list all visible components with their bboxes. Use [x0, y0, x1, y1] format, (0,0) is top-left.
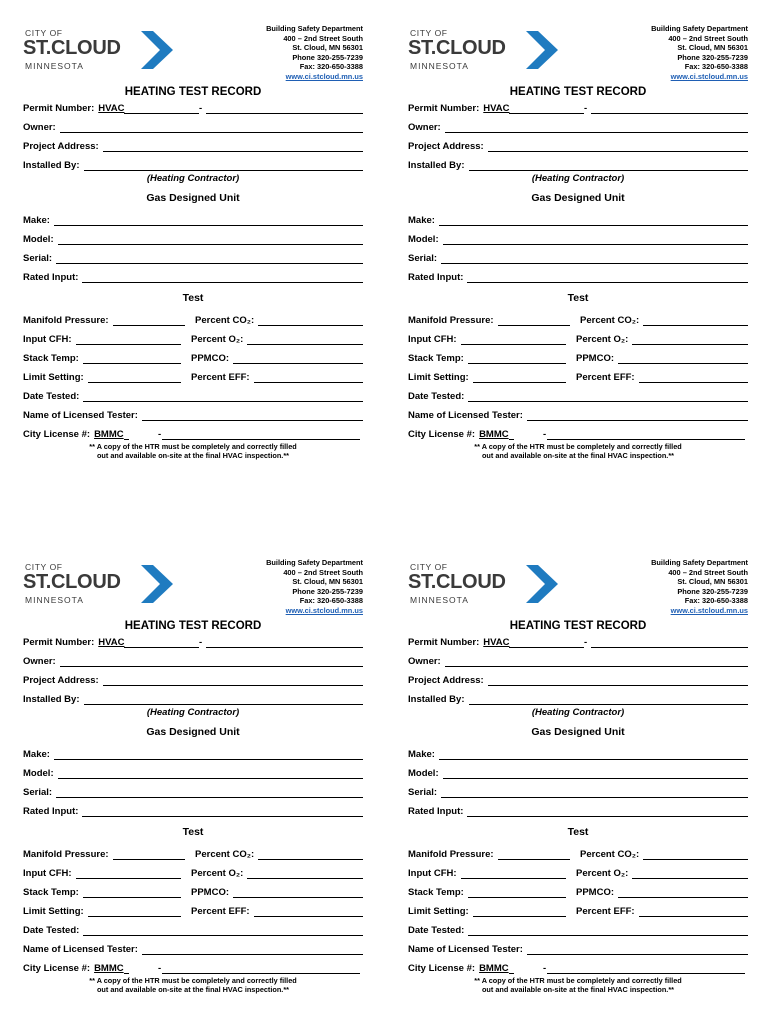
city-logo: CITY OF ST.CLOUD MINNESOTA: [408, 560, 558, 608]
limit-setting-field[interactable]: Limit Setting:: [408, 906, 566, 917]
ppmco-field[interactable]: PPMCO:: [191, 353, 363, 364]
test-heading: Test: [567, 826, 589, 838]
model-field[interactable]: Model:: [408, 768, 748, 779]
owner-field[interactable]: Owner:: [23, 122, 363, 133]
limit-setting-field[interactable]: Limit Setting:: [408, 372, 566, 383]
make-field[interactable]: Make:: [408, 215, 748, 226]
heating-test-record-card: [408, 24, 748, 494]
manifold-pressure-field[interactable]: Manifold Pressure:: [408, 849, 570, 860]
percent-o2-field[interactable]: Percent O₂:: [576, 868, 748, 879]
gas-unit-heading: Gas Designed Unit: [531, 192, 625, 204]
form-title: HEATING TEST RECORD: [124, 620, 262, 632]
make-field[interactable]: Make:: [23, 215, 363, 226]
date-tested-field[interactable]: Date Tested:: [23, 925, 363, 936]
city-license-suffix-field[interactable]: -: [543, 963, 745, 974]
department-address: Building Safety Department 400 – 2nd Street South St. Cloud, MN 56301 Phone 320-255-7239 Fax: 320-650-3388 www.ci.stcloud.mn.us: [651, 24, 748, 81]
limit-setting-field[interactable]: Limit Setting:: [23, 906, 181, 917]
licensed-tester-field[interactable]: Name of Licensed Tester:: [408, 410, 748, 421]
licensed-tester-field[interactable]: Name of Licensed Tester:: [23, 944, 363, 955]
heating-test-record-card: [23, 24, 363, 494]
input-cfh-field[interactable]: Input CFH:: [408, 868, 566, 879]
model-field[interactable]: Model:: [408, 234, 748, 245]
website-link[interactable]: www.ci.stcloud.mn.us: [670, 605, 748, 615]
manifold-pressure-field[interactable]: Manifold Pressure:: [408, 315, 570, 326]
input-cfh-field[interactable]: Input CFH:: [23, 334, 181, 345]
percent-co2-field[interactable]: Percent CO₂:: [580, 315, 748, 326]
city-license-field[interactable]: City License #: BMMC: [23, 963, 129, 974]
city-logo: CITY OF ST.CLOUD MINNESOTA: [23, 26, 173, 74]
project-address-field[interactable]: Project Address:: [23, 675, 363, 686]
city-license-field[interactable]: City License #: BMMC: [408, 429, 514, 440]
stack-temp-field[interactable]: Stack Temp:: [23, 353, 181, 364]
permit-number-field[interactable]: Permit Number: HVAC: [23, 637, 199, 648]
project-address-field[interactable]: Project Address:: [408, 141, 748, 152]
date-tested-field[interactable]: Date Tested:: [408, 925, 748, 936]
input-cfh-field[interactable]: Input CFH:: [23, 868, 181, 879]
permit-suffix-field[interactable]: -: [584, 637, 748, 648]
ppmco-field[interactable]: PPMCO:: [576, 353, 748, 364]
permit-number-field[interactable]: Permit Number: HVAC: [408, 637, 584, 648]
manifold-pressure-field[interactable]: Manifold Pressure:: [23, 849, 185, 860]
heating-test-record-card: [23, 558, 363, 1028]
test-heading: Test: [182, 826, 204, 838]
serial-field[interactable]: Serial:: [23, 787, 363, 798]
project-address-field[interactable]: Project Address:: [23, 141, 363, 152]
city-license-field[interactable]: City License #: BMMC: [23, 429, 129, 440]
contractor-note: (Heating Contractor): [146, 707, 240, 718]
gas-unit-heading: Gas Designed Unit: [531, 726, 625, 738]
department-address: Building Safety Department 400 – 2nd Street South St. Cloud, MN 56301 Phone 320-255-7239 Fax: 320-650-3388 www.ci.stcloud.mn.us: [651, 558, 748, 615]
website-link[interactable]: www.ci.stcloud.mn.us: [285, 71, 363, 81]
htr-requirement-note: ** A copy of the HTR must be completely and correctly filled out and available on-site at the final HVAC inspection.**: [89, 442, 297, 460]
owner-field[interactable]: Owner:: [408, 656, 748, 667]
installed-by-field[interactable]: Installed By:: [23, 694, 363, 705]
percent-o2-field[interactable]: Percent O₂:: [191, 334, 363, 345]
test-heading: Test: [182, 292, 204, 304]
percent-co2-field[interactable]: Percent CO₂:: [580, 849, 748, 860]
make-field[interactable]: Make:: [408, 749, 748, 760]
owner-field[interactable]: Owner:: [23, 656, 363, 667]
city-license-suffix-field[interactable]: -: [158, 429, 360, 440]
model-field[interactable]: Model:: [23, 768, 363, 779]
serial-field[interactable]: Serial:: [408, 253, 748, 264]
percent-co2-field[interactable]: Percent CO₂:: [195, 849, 363, 860]
percent-o2-field[interactable]: Percent O₂:: [191, 868, 363, 879]
rated-input-field[interactable]: Rated Input:: [23, 272, 363, 283]
contractor-note: (Heating Contractor): [531, 173, 625, 184]
date-tested-field[interactable]: Date Tested:: [23, 391, 363, 402]
gas-unit-heading: Gas Designed Unit: [146, 726, 240, 738]
city-logo: CITY OF ST.CLOUD MINNESOTA: [23, 560, 173, 608]
manifold-pressure-field[interactable]: Manifold Pressure:: [23, 315, 185, 326]
department-address: Building Safety Department 400 – 2nd Street South St. Cloud, MN 56301 Phone 320-255-7239 Fax: 320-650-3388 www.ci.stcloud.mn.us: [266, 558, 363, 615]
website-link[interactable]: www.ci.stcloud.mn.us: [670, 71, 748, 81]
rated-input-field[interactable]: Rated Input:: [23, 806, 363, 817]
htr-requirement-note: ** A copy of the HTR must be completely and correctly filled out and available on-site at the final HVAC inspection.**: [474, 442, 682, 460]
date-tested-field[interactable]: Date Tested:: [408, 391, 748, 402]
test-heading: Test: [567, 292, 589, 304]
installed-by-field[interactable]: Installed By:: [408, 160, 748, 171]
contractor-note: (Heating Contractor): [531, 707, 625, 718]
stack-temp-field[interactable]: Stack Temp:: [23, 887, 181, 898]
permit-suffix-field[interactable]: -: [199, 103, 363, 114]
licensed-tester-field[interactable]: Name of Licensed Tester:: [23, 410, 363, 421]
permit-suffix-field[interactable]: -: [199, 637, 363, 648]
chevron-logo-icon: [141, 31, 173, 69]
installed-by-field[interactable]: Installed By:: [408, 694, 748, 705]
rated-input-field[interactable]: Rated Input:: [408, 806, 748, 817]
heating-test-record-card: [408, 558, 748, 1028]
percent-eff-field[interactable]: Percent EFF:: [576, 372, 748, 383]
website-link[interactable]: www.ci.stcloud.mn.us: [285, 605, 363, 615]
form-title: HEATING TEST RECORD: [509, 86, 647, 98]
owner-field[interactable]: Owner:: [408, 122, 748, 133]
rated-input-field[interactable]: Rated Input:: [408, 272, 748, 283]
htr-requirement-note: ** A copy of the HTR must be completely and correctly filled out and available on-site at the final HVAC inspection.**: [474, 976, 682, 994]
project-address-field[interactable]: Project Address:: [408, 675, 748, 686]
stack-temp-field[interactable]: Stack Temp:: [408, 887, 566, 898]
percent-o2-field[interactable]: Percent O₂:: [576, 334, 748, 345]
city-license-field[interactable]: City License #: BMMC: [408, 963, 514, 974]
percent-eff-field[interactable]: Percent EFF:: [191, 906, 363, 917]
chevron-logo-icon: [141, 565, 173, 603]
contractor-note: (Heating Contractor): [146, 173, 240, 184]
gas-unit-heading: Gas Designed Unit: [146, 192, 240, 204]
ppmco-field[interactable]: PPMCO:: [576, 887, 748, 898]
percent-co2-field[interactable]: Percent CO₂:: [195, 315, 363, 326]
department-address: Building Safety Department 400 – 2nd Street South St. Cloud, MN 56301 Phone 320-255-7239 Fax: 320-650-3388 www.ci.stcloud.mn.us: [266, 24, 363, 81]
chevron-logo-icon: [526, 31, 558, 69]
serial-field[interactable]: Serial:: [408, 787, 748, 798]
licensed-tester-field[interactable]: Name of Licensed Tester:: [408, 944, 748, 955]
permit-suffix-field[interactable]: -: [584, 103, 748, 114]
percent-eff-field[interactable]: Percent EFF:: [576, 906, 748, 917]
city-logo: CITY OF ST.CLOUD MINNESOTA: [408, 26, 558, 74]
make-field[interactable]: Make:: [23, 749, 363, 760]
percent-eff-field[interactable]: Percent EFF:: [191, 372, 363, 383]
serial-field[interactable]: Serial:: [23, 253, 363, 264]
input-cfh-field[interactable]: Input CFH:: [408, 334, 566, 345]
permit-number-field[interactable]: Permit Number: HVAC: [23, 103, 199, 114]
chevron-logo-icon: [526, 565, 558, 603]
installed-by-field[interactable]: Installed By:: [23, 160, 363, 171]
city-license-suffix-field[interactable]: -: [158, 963, 360, 974]
model-field[interactable]: Model:: [23, 234, 363, 245]
city-license-suffix-field[interactable]: -: [543, 429, 745, 440]
htr-requirement-note: ** A copy of the HTR must be completely and correctly filled out and available on-site at the final HVAC inspection.**: [89, 976, 297, 994]
permit-number-field[interactable]: Permit Number: HVAC: [408, 103, 584, 114]
stack-temp-field[interactable]: Stack Temp:: [408, 353, 566, 364]
form-title: HEATING TEST RECORD: [509, 620, 647, 632]
limit-setting-field[interactable]: Limit Setting:: [23, 372, 181, 383]
form-title: HEATING TEST RECORD: [124, 86, 262, 98]
ppmco-field[interactable]: PPMCO:: [191, 887, 363, 898]
